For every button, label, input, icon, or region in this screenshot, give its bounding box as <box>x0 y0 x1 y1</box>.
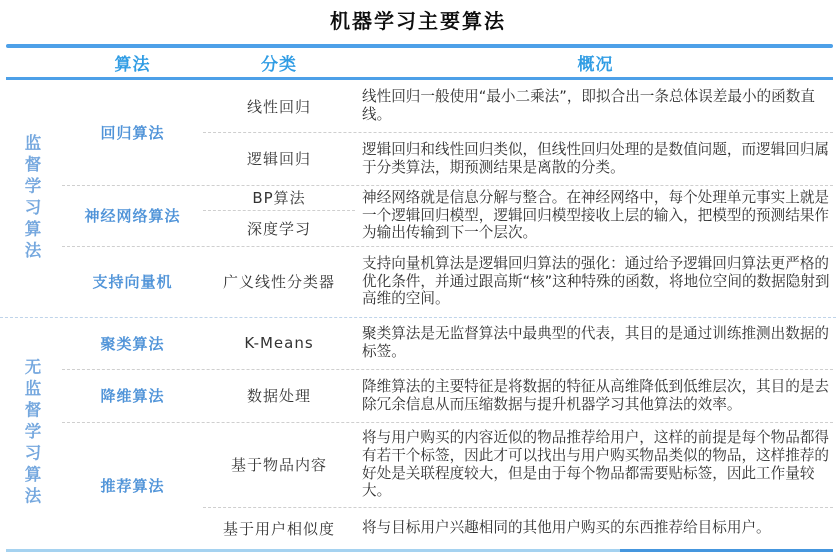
header-cell-overview: 概况 <box>577 55 614 75</box>
overview-cell-neural-network: 神经网络就是信息分解与整合。在神经网络中，每个处理单元事实上就是一个逻辑回归模型，逻辑回归模型接收上层的输入，把模型的预测结果作为输出传输到下一个层次。 <box>362 188 830 242</box>
row-divider-dashed <box>203 210 355 211</box>
category-cell-linear-regression: 线性回归 <box>246 97 311 116</box>
algorithm-name-regression: 回归算法 <box>100 124 165 142</box>
row-divider-dashed <box>203 507 833 508</box>
algorithm-name-svm: 支持向量机 <box>92 273 173 291</box>
overview-cell-dimensionality-reduction: 降维算法的主要特征是将数据的特征从高维降低到低维层次，其目的是去除冗余信息从而压缩数据与提升机器学习其他算法的效率。 <box>362 377 830 413</box>
category-cell-kmeans: K-Means <box>244 334 314 352</box>
row-divider-dashed <box>62 246 833 247</box>
algorithm-name-dimensionality-reduction: 降维算法 <box>100 387 165 405</box>
category-cell-generalized-linear-classifier: 广义线性分类器 <box>222 273 335 291</box>
row-divider-dashed <box>203 132 833 133</box>
overview-cell-logistic-regression: 逻辑回归和线性回归类似，但线性回归处理的是数值问题，而逻辑回归属于分类算法，期预测结果是离散的分类。 <box>362 140 830 176</box>
row-divider-dashed <box>62 422 833 423</box>
algorithm-name-recommendation: 推荐算法 <box>100 477 165 495</box>
header-cell-category: 分类 <box>261 55 297 75</box>
overview-cell-user-similarity: 将与目标用户兴趣相同的其他用户购买的东西推荐给目标用户。 <box>362 519 771 537</box>
group-label-text: 无监督学习算法 <box>22 357 41 509</box>
header-cell-algorithm: 算法 <box>114 55 151 75</box>
algorithm-name-neural-network: 神经网络算法 <box>84 207 181 225</box>
overview-cell-clustering: 聚类算法是无监督算法中最典型的代表，其目的是通过训练推测出数据的标签。 <box>362 325 830 360</box>
overview-cell-svm: 支持向量机算法是逻辑回归算法的强化：通过给予逻辑回归算法更严格的优化条件，并通过跟高斯“核”这种特殊的函数，将地位空间的数据隐射到高维的空间。 <box>362 254 830 308</box>
category-cell-deep-learning: 深度学习 <box>246 219 311 238</box>
category-cell-bp-algorithm: BP算法 <box>252 189 306 207</box>
overview-cell-linear-regression: 线性回归一般使用“最小二乘法”，即拟合出一条总体误差最小的函数直线。 <box>362 88 815 123</box>
group-label-supervised <box>0 80 62 317</box>
group-label-text: 监督学习算法 <box>22 134 41 263</box>
algorithm-name-clustering: 聚类算法 <box>100 334 165 353</box>
row-divider-dashed <box>62 369 833 370</box>
table-bottom-border-right-segment <box>620 549 833 552</box>
category-cell-logistic-regression: 逻辑回归 <box>246 150 311 168</box>
row-divider-dashed <box>62 185 833 186</box>
overview-cell-item-based: 将与用户购买的内容近似的物品推荐给用户，这样的前提是每个物品都得有若干个标签，因此才可以找出与用户购买物品类似的物品，这样推荐的好处是关联程度较大，但是由于每个物品都需要贴标签，因此工作量较大。 <box>362 428 830 500</box>
group-divider-dashed <box>0 317 836 318</box>
category-cell-item-based: 基于物品内容 <box>230 456 327 474</box>
group-label-unsupervised <box>0 317 62 549</box>
category-cell-user-similarity: 基于用户相似度 <box>222 519 335 538</box>
category-cell-data-processing: 数据处理 <box>246 387 311 405</box>
page-title: 机器学习主要算法 <box>330 9 506 33</box>
